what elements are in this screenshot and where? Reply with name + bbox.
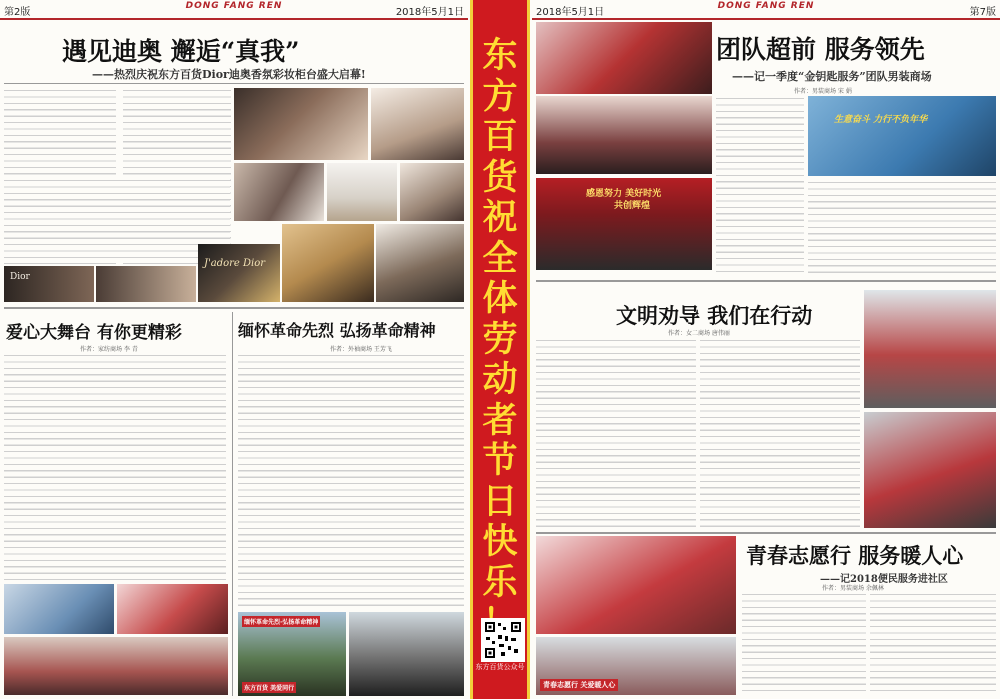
article-title: 文明劝导 我们在行动 (616, 303, 813, 328)
article-byline: 作者：外袖商场 王芳飞 (330, 346, 392, 353)
photo-text: 感恩努力 美好时光 (586, 189, 662, 199)
divider (536, 280, 996, 282)
column-divider (232, 312, 233, 696)
photo-dior-store: Dior (4, 266, 94, 302)
photo-community (536, 637, 736, 695)
article-body (536, 338, 696, 528)
photo-memorial (238, 612, 346, 696)
photo-team-banner (808, 96, 996, 176)
article-body (716, 96, 804, 274)
article-title: 遇见迪奥 邂逅“真我” (62, 37, 300, 66)
page-number: 第2版 (4, 7, 31, 18)
photo-staff (371, 88, 464, 160)
article-byline: 作者：男装商场 余佩林 (822, 585, 884, 592)
photo-team-group (536, 178, 712, 270)
article-subtitle: ——热烈庆祝东方百货Dior迪奥香氛彩妆柜台盛大启幕! (92, 68, 366, 81)
photo-award (536, 22, 712, 94)
photo-stage (4, 584, 114, 634)
photo-text: 共创辉煌 (614, 201, 651, 211)
right-page-header (532, 0, 1000, 20)
photo-model-ad (282, 224, 374, 302)
page-number: 第7版 (969, 7, 996, 18)
article-body (870, 592, 996, 696)
jadore-logo-text: J'adore Dior (204, 258, 266, 269)
photo-jadore-ad (198, 244, 280, 302)
newspaper-logo: DONG FANG REN (717, 1, 815, 11)
article-body (4, 178, 230, 263)
greeting-banner (470, 0, 530, 699)
photo-banner-text: 生意奋斗 力行不负年华 (834, 115, 928, 125)
qr-code-icon (481, 618, 525, 662)
left-page-header (0, 0, 468, 20)
newspaper-logo: DONG FANG REN (185, 1, 283, 11)
photo-team-meeting (536, 96, 712, 174)
issue-date: 2018年5月1日 (536, 7, 605, 18)
article-byline: 作者：女二商场 唐伟丽 (668, 330, 730, 337)
article-body (700, 338, 860, 528)
article-subtitle: ——记一季度“金钥匙服务”团队男装商场 (732, 70, 932, 83)
photo-banner-text: 缅怀革命先烈·弘扬革命精神 (242, 616, 320, 627)
greeting-text: 东 方 百 货 祝 全 体 劳 动 者 节 日 快 乐 (482, 35, 518, 603)
article-body (4, 353, 226, 581)
article-title: 缅怀革命先烈 弘扬革命精神 (238, 321, 436, 340)
divider (536, 532, 996, 534)
photo-product (327, 163, 397, 221)
article-title: 青春志愿行 服务暖人心 (746, 543, 964, 568)
article-body (742, 592, 866, 696)
article-title: 团队超前 服务领先 (716, 35, 925, 64)
right-page (532, 0, 1000, 699)
photo-volunteers (864, 290, 996, 408)
article-byline: 作者：家纺商场 李 青 (80, 346, 138, 353)
divider (4, 307, 464, 309)
photo-counter-staff (96, 266, 196, 302)
article-body (238, 353, 464, 608)
divider (4, 83, 464, 84)
photo-traffic-guide (864, 412, 996, 528)
issue-date: 2018年5月1日 (395, 7, 464, 18)
article-body (808, 180, 996, 274)
photo-counter (234, 88, 368, 160)
photo-performance (117, 584, 228, 634)
left-page (0, 0, 468, 699)
photo-ceremony (349, 612, 464, 696)
photo-opening (376, 224, 464, 302)
photo-volunteer-group (536, 536, 736, 634)
article-byline: 作者：男装商场 宋 娟 (794, 88, 852, 95)
article-subtitle: ——记2018便民服务进社区 (820, 574, 948, 585)
qr-caption: 东方百货公众号 (475, 663, 525, 671)
photo-banner-text: 青春志愿行 关爱暖人心 (540, 679, 618, 691)
photo-banner-text: 东方百货 美爱同行 (242, 682, 296, 693)
article-title: 爱心大舞台 有你更精彩 (6, 323, 182, 343)
photo-display (400, 163, 464, 221)
photo-group (4, 637, 228, 695)
photo-makeup (234, 163, 324, 221)
